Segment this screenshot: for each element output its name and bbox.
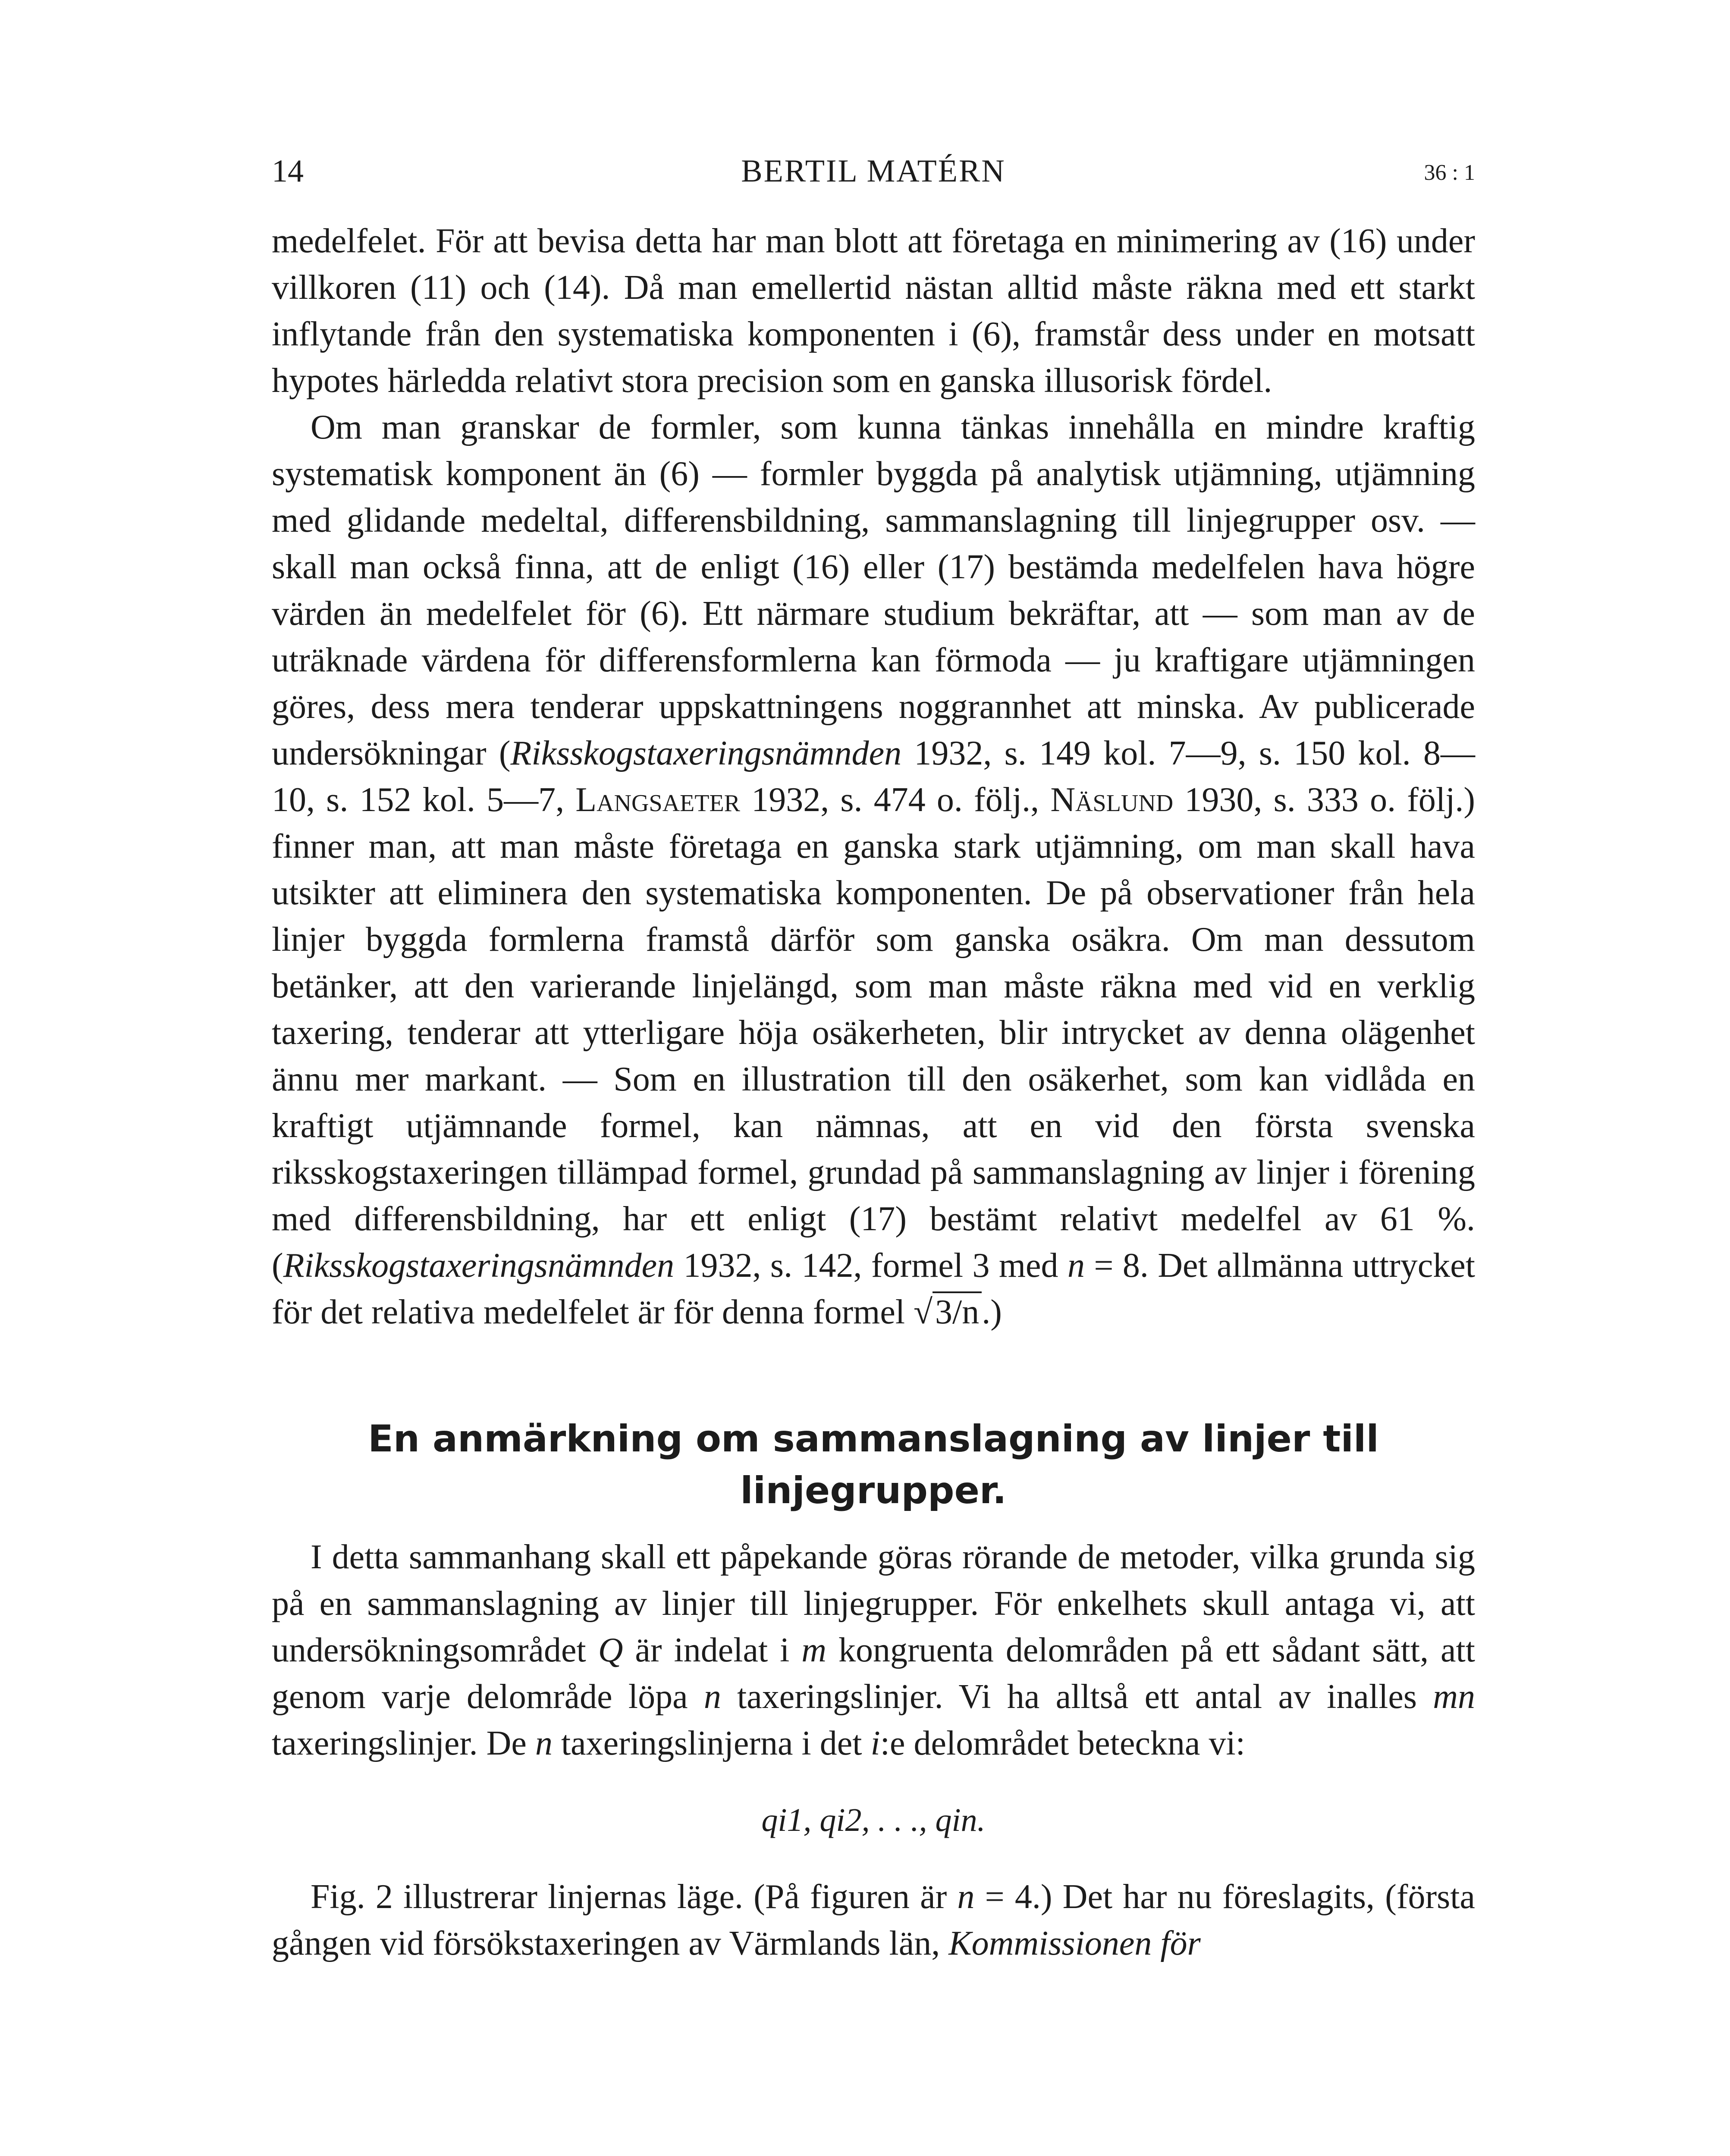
reference-langsaeter: Langsaeter <box>575 781 741 819</box>
para2-text-4: 1930, s. 333 o. följ.) finner man, att man måste företaga en ganska stark utjämning, om man skall hava utsikter att eliminera den systematiska komponenten. De på observationer från hela linjer byggda formlerna framstå därför som ganska osäkra. Om man dessutom betänker, att den varierande linjelängd, som man måste räkna med vid en verklig taxering, tenderar att ytterligare höja osäkerheten, blir intrycket av denna olägenhet ännu mer markant. — Som en illustration till den osäkerhet, som kan vidlåda en kraftigt utjämnande formel, kan nämnas, att en vid den första svenska riksskogstaxeringen tillämpad formel, grundad på sammanslagning av linjer i förening med differensbildning, har ett enligt (17) bestämt relativt medelfel av 61 %. ( <box>272 781 1475 1285</box>
variable-n: n <box>957 1878 975 1916</box>
reference-kommissionen: Kommissionen för <box>948 1924 1201 1962</box>
para4-text-2: = 4.) Det har nu föreslagits, (första gången vid försökstaxeringen av Värmlands län, <box>272 1878 1475 1962</box>
reference-riksskogstaxeringsnamnden: Riksskogstaxeringsnämnden <box>510 734 902 772</box>
para4-text-1: Fig. 2 illustrerar linjernas läge. (På figuren är <box>311 1878 958 1916</box>
sqrt-expression: 3/n <box>933 1291 982 1331</box>
reference-riksskogstaxeringsnamnden-2: Riksskogstaxeringsnämnden <box>283 1247 675 1285</box>
volume-number: 36 : 1 <box>1424 160 1475 185</box>
body-text <box>272 218 1475 1967</box>
running-title-author: BERTIL MATÉRN <box>741 154 1006 189</box>
para3-text-4: taxeringslinjer. Vi ha alltså ett antal av inalles <box>721 1678 1433 1716</box>
para2-text-2: 1932, s. 149 kol. 7—9, s. 150 kol. 8—10, s. 152 kol. 5—7, <box>272 734 1476 819</box>
para3-text-6: taxeringslinjerna i det <box>552 1724 871 1762</box>
paragraph-3 <box>272 1534 1475 1767</box>
variable-n-2: n <box>535 1724 553 1762</box>
para3-text-3: kongruenta delområden på ett sådant sätt, att genom varje delområde löpa <box>272 1631 1475 1716</box>
reference-naslund: Näslund <box>1050 781 1174 819</box>
para3-text-5: taxeringslinjer. De <box>272 1724 535 1762</box>
para2-text-1: Om man granskar de formler, som kunna tänkas innehålla en mindre kraftig systematisk komponent än (6) — formler byggda på analytisk utjämning, utjämning med glidande medeltal, differensbildning, sammanslagning till linjegrupper osv. — skall man också finna, att de enligt (16) eller (17) bestämda medelfelen hava högre värden än medelfelet för (6). Ett närmare studium bekräftar, att — som man av de uträknade värdena för differensformlerna kan förmoda — ju kraftigare utjämningen göres, dess mera tenderar uppskattningens noggrannhet att minska. Av publicerade undersökningar ( <box>272 408 1475 772</box>
section-heading: En anmärkning om sammanslagning av linjer till linjegrupper. <box>368 1417 1379 1512</box>
variable-q: Q <box>598 1631 623 1669</box>
paragraph-2 <box>272 404 1475 1335</box>
para3-text-1: I detta sammanhang skall ett påpekande göras rörande de metoder, vilka grunda sig på en sammanslagning av linjer till linjegrupper. För enkelhets skull antaga vi, att undersökningsområdet <box>272 1538 1475 1669</box>
paragraph-1: medelfelet. För att bevisa detta har man blott att företaga en minimering av (16) under villkoren (11) och (14). Då man emellertid nästan alltid måste räkna med ett starkt inflytande från den systematiska komponenten i (6), framstår dess under en motsatt hypotes härledda relativt stora precision som en ganska illusorisk fördel. <box>272 222 1475 400</box>
para2-text-5: 1932, s. 142, formel 3 med <box>674 1247 1068 1285</box>
paragraph-4 <box>272 1874 1475 1967</box>
variable-i: i <box>870 1724 880 1762</box>
variable-n: n <box>1067 1247 1085 1285</box>
running-head <box>272 153 1475 201</box>
para3-text-7: :e delområdet beteckna vi: <box>880 1724 1246 1762</box>
para3-text-2: är indelat i <box>623 1631 802 1669</box>
para2-text-3: 1932, s. 474 o. följ., <box>740 781 1051 819</box>
variable-mn: mn <box>1433 1678 1475 1716</box>
page-number: 14 <box>272 154 304 189</box>
variable-n: n <box>703 1678 721 1716</box>
para2-text-7: .) <box>982 1293 1002 1331</box>
para2-text-6: = 8. Det allmänna uttrycket för det relativa medelfelet är för denna formel √ <box>272 1247 1475 1331</box>
formula-line: qi1, qi2, . . ., qin. <box>761 1802 986 1838</box>
variable-m: m <box>801 1631 827 1669</box>
